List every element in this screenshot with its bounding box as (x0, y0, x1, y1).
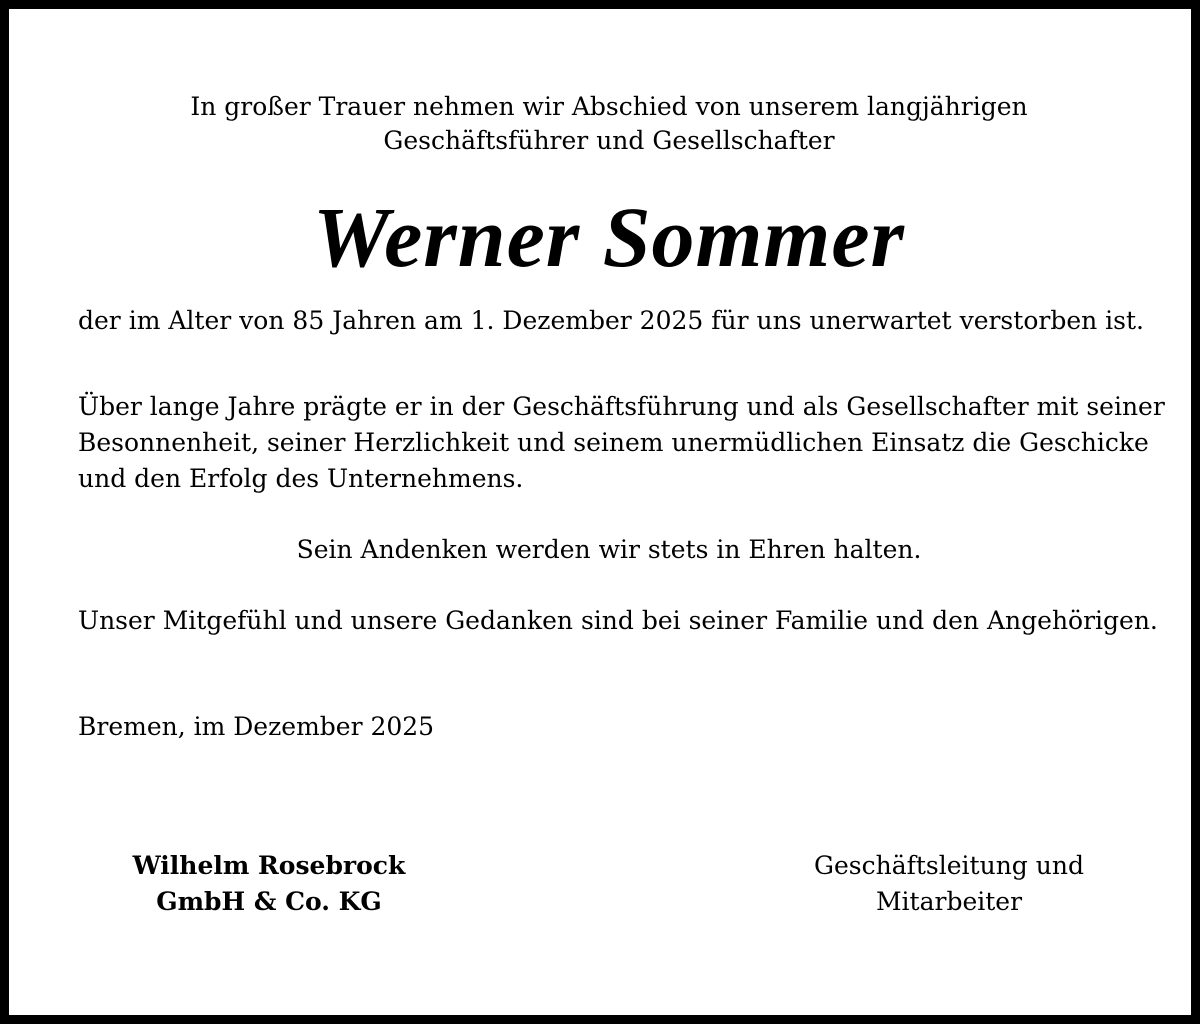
intro-line-2: Geschäftsführer und Gesellschafter (383, 126, 835, 155)
signature-company-line-2: GmbH & Co. KG (156, 887, 382, 916)
tribute-paragraph (78, 389, 1165, 497)
place-date (78, 709, 1144, 745)
place-date-text: Bremen, im Dezember 2025 (78, 712, 435, 741)
signature-company (89, 848, 449, 920)
age-line-text: der im Alter von 85 Jahren am 1. Dezember 2025 für uns unerwartet verstorben ist. (78, 306, 1144, 335)
signature-staff (769, 848, 1129, 920)
signature-company-line-1: Wilhelm Rosebrock (132, 851, 406, 880)
remembrance-line: Sein Andenken werden wir stets in Ehren halten. (296, 535, 922, 564)
signature-staff-line-1: Geschäftsleitung und (814, 851, 1084, 880)
tribute-line-2: Besonnenheit, seiner Herzlichkeit und seinem unermüdlichen Einsatz die Geschicke (78, 428, 1149, 457)
tribute-line-3: und den Erfolg des Unternehmens. (78, 464, 524, 493)
signature-staff-line-2: Mitarbeiter (875, 887, 1023, 916)
tribute-line-1: Über lange Jahre prägte er in der Geschäftsführung und als Gesellschafter mit seiner (78, 392, 1165, 421)
deceased-name: Werner Sommer (313, 189, 905, 285)
condolence-line (78, 603, 1158, 639)
age-line (78, 303, 1144, 339)
condolence-line-text: Unser Mitgefühl und unsere Gedanken sind bei seiner Familie und den Angehörigen. (78, 606, 1158, 635)
intro-line-1: In großer Trauer nehmen wir Abschied von unserem langjährigen (190, 92, 1028, 121)
